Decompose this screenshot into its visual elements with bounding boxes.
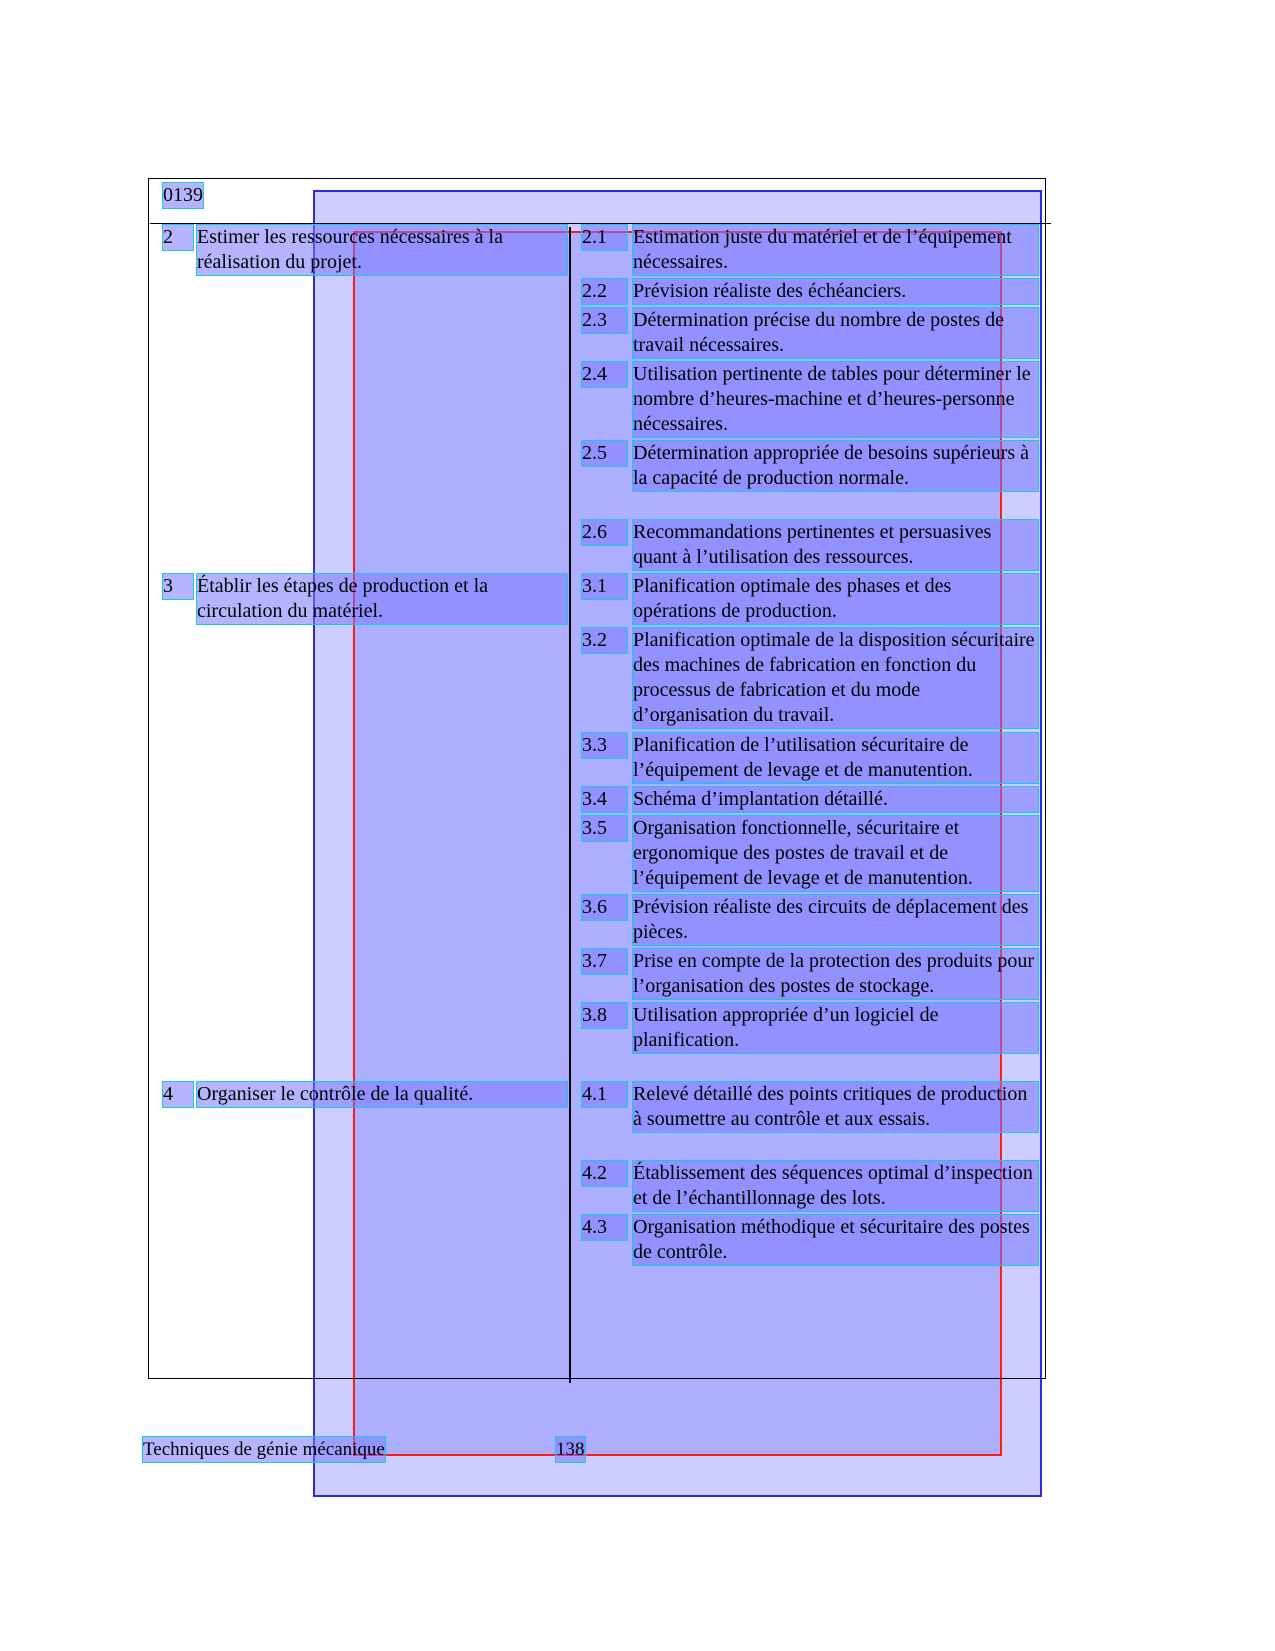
element-number: 2 — [163, 225, 193, 250]
criterion-number: 4.3 — [582, 1215, 627, 1240]
page-number: 138 — [556, 1439, 585, 1460]
criterion-text: Schéma d’implantation détaillé. — [633, 787, 1038, 812]
criterion-text: Détermination appropriée de besoins supérieurs à la capacité de production normale. — [633, 441, 1038, 491]
criterion-text: Détermination précise du nombre de postes de travail nécessaires. — [633, 308, 1038, 358]
criterion-text: Planification de l’utilisation sécuritaire de l’équipement de levage et de manutention. — [633, 733, 1038, 783]
criterion-text: Établissement des séquences optimal d’inspection et de l’échantillonnage des lots. — [633, 1161, 1038, 1211]
element-statement: Estimer les ressources nécessaires à la réalisation du projet. — [197, 225, 567, 275]
column-divider — [569, 227, 571, 1383]
criterion-number: 3.4 — [582, 787, 627, 812]
criterion-number: 2.5 — [582, 441, 627, 466]
criterion-text: Planification optimale de la disposition sécuritaire des machines de fabrication en fonction du processus de fabrication et du mode d’organisation du travail. — [633, 628, 1038, 728]
element-number: 3 — [163, 574, 193, 599]
criterion-text: Utilisation pertinente de tables pour déterminer le nombre d’heures-machine et d’heures-personne nécessaires. — [633, 362, 1038, 437]
criterion-number: 3.1 — [582, 574, 627, 599]
criterion-text: Planification optimale des phases et des opérations de production. — [633, 574, 1038, 624]
criterion-number: 2.4 — [582, 362, 627, 387]
criterion-number: 4.1 — [582, 1082, 627, 1107]
criterion-text: Prévision réaliste des circuits de déplacement des pièces. — [633, 895, 1038, 945]
criterion-text: Utilisation appropriée d’un logiciel de planification. — [633, 1003, 1038, 1053]
criterion-text: Prévision réaliste des échéanciers. — [633, 279, 1038, 304]
criterion-number: 3.8 — [582, 1003, 627, 1028]
criterion-text: Prise en compte de la protection des produits pour l’organisation des postes de stockage. — [633, 949, 1038, 999]
criterion-text: Organisation fonctionnelle, sécuritaire et ergonomique des postes de travail et de l’équipement de levage et de manutention. — [633, 816, 1038, 891]
criterion-text: Relevé détaillé des points critiques de production à soumettre au contrôle et aux essais. — [633, 1082, 1038, 1132]
element-statement: Établir les étapes de production et la circulation du matériel. — [197, 574, 567, 624]
header-divider — [150, 223, 1051, 224]
criterion-number: 2.2 — [582, 279, 627, 304]
criterion-number: 2.1 — [582, 225, 627, 250]
document-code: 0139 — [163, 184, 203, 206]
criterion-number: 3.2 — [582, 628, 627, 653]
criterion-number: 3.6 — [582, 895, 627, 920]
criterion-number: 4.2 — [582, 1161, 627, 1186]
criterion-text: Recommandations pertinentes et persuasives quant à l’utilisation des ressources. — [633, 520, 1038, 570]
element-number: 4 — [163, 1082, 193, 1107]
element-statement: Organiser le contrôle de la qualité. — [197, 1082, 567, 1107]
criterion-text: Organisation méthodique et sécuritaire des postes de contrôle. — [633, 1215, 1038, 1265]
criterion-number: 2.3 — [582, 308, 627, 333]
criterion-number: 3.5 — [582, 816, 627, 841]
footer-title: Techniques de génie mécanique — [143, 1439, 385, 1460]
criterion-number: 3.3 — [582, 733, 627, 758]
criterion-text: Estimation juste du matériel et de l’équipement nécessaires. — [633, 225, 1038, 275]
criterion-number: 3.7 — [582, 949, 627, 974]
criterion-number: 2.6 — [582, 520, 627, 545]
